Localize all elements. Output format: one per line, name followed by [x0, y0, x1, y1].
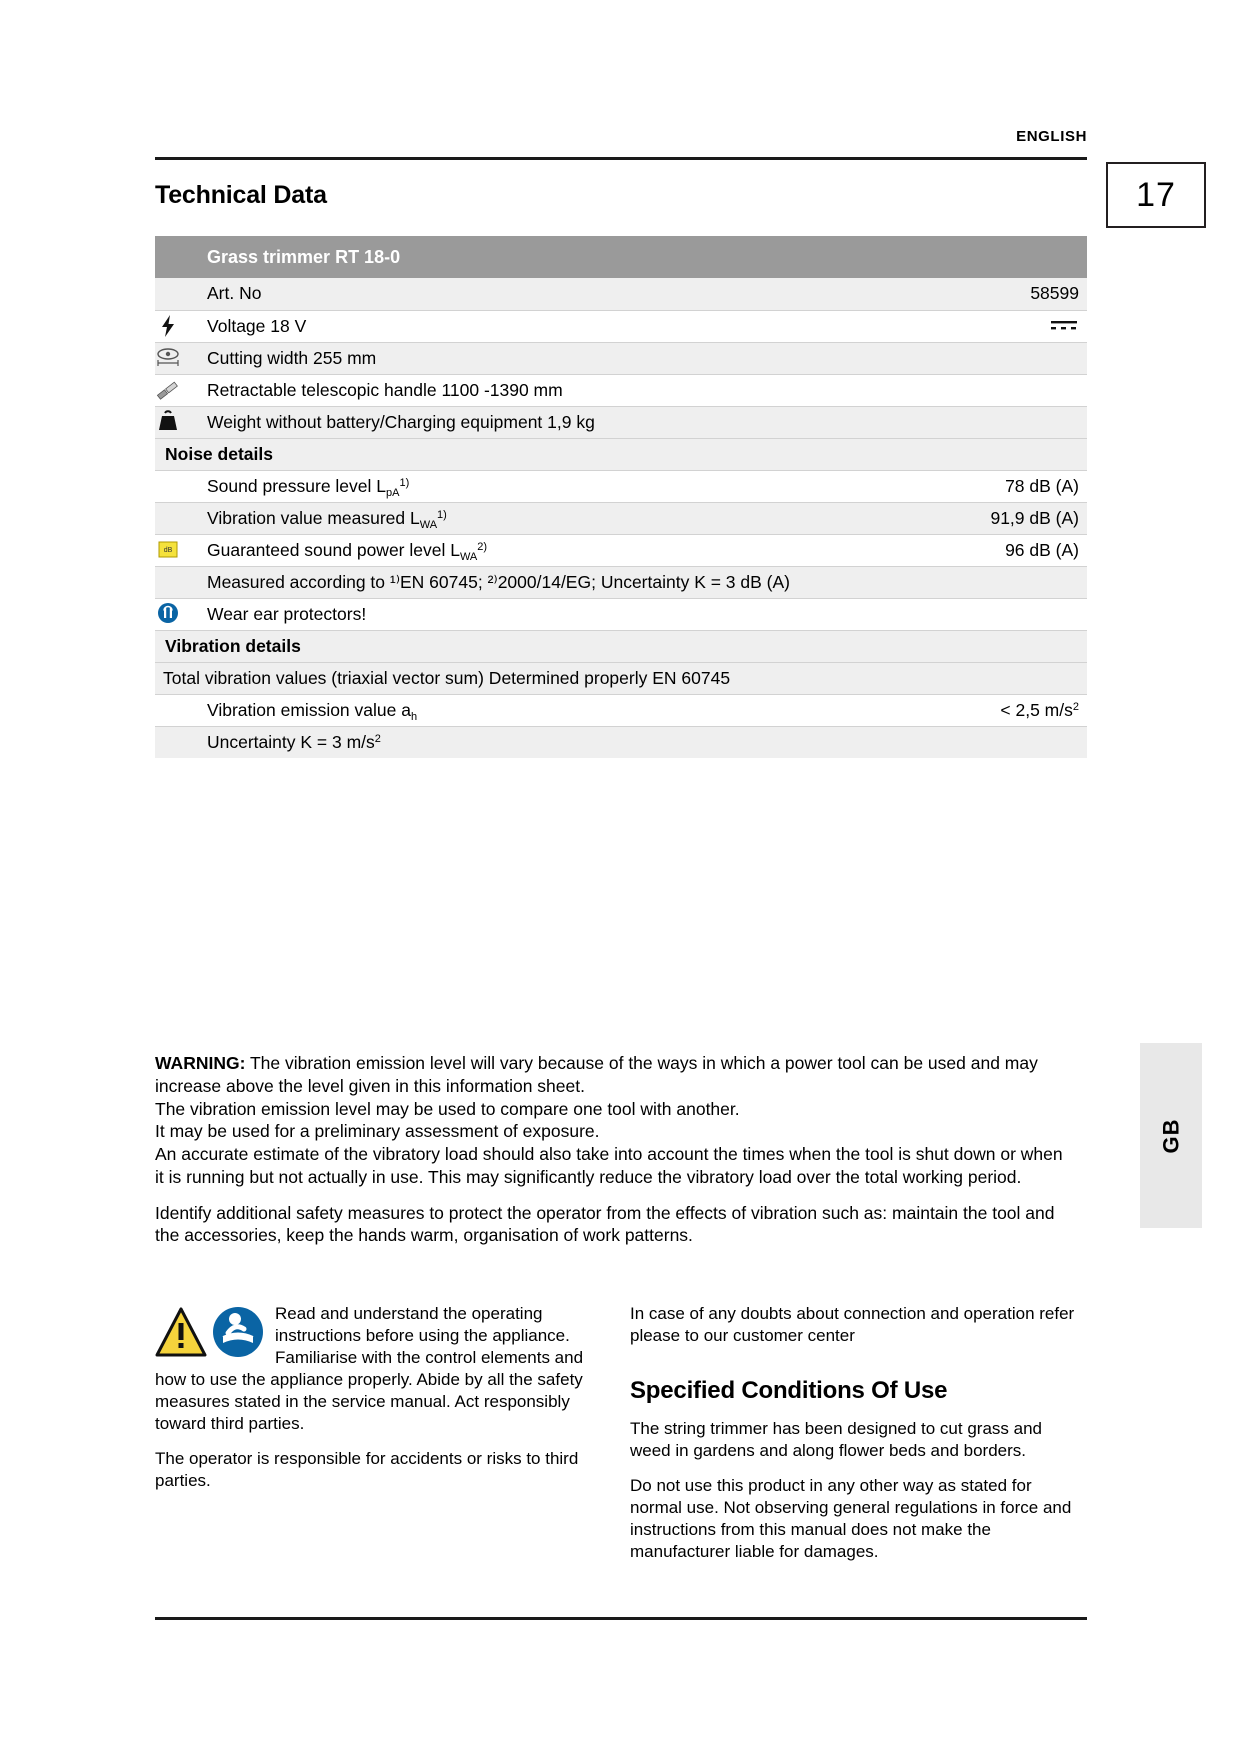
footer-rule — [155, 1617, 1087, 1620]
row-label — [207, 694, 869, 726]
row-icon-cell — [155, 374, 207, 406]
table-row — [155, 470, 1087, 502]
warning-paragraph-4: An accurate estimate of the vibratory load should also take into account the times when the tool is shut down or when it is running but not actually in use. This may significantly reduce the vibratory load over the total working period. — [155, 1144, 1063, 1187]
dc-voltage-icon — [1049, 318, 1079, 336]
ear-protection-icon — [155, 601, 181, 627]
table-header-icon-cell — [155, 236, 207, 278]
specified-conditions-title: Specified Conditions Of Use — [630, 1377, 948, 1405]
row-label-sup: 1) — [399, 476, 410, 489]
row-label: Weight without battery/Charging equipment 1,9 kg — [207, 406, 869, 438]
row-value: 96 dB (A) — [869, 534, 1087, 566]
technical-data-table — [155, 236, 1087, 758]
row-label-text: Guaranteed sound power level L — [207, 539, 460, 560]
row-value — [869, 374, 1087, 406]
table-row — [155, 534, 1087, 566]
row-icon-cell — [155, 598, 207, 630]
row-icon-cell — [155, 470, 207, 502]
row-label-text: Vibration value measured L — [207, 507, 420, 528]
row-icon-cell — [155, 342, 207, 374]
row-label-sub: WA — [419, 518, 438, 531]
ear-protection-text: Wear ear protectors! — [207, 598, 1087, 630]
warning-label: WARNING: — [155, 1053, 246, 1073]
table-row — [155, 694, 1087, 726]
row-label — [207, 726, 1087, 758]
weight-icon — [155, 409, 181, 435]
row-label-sup: 1) — [437, 508, 447, 521]
left-paragraph-2: The operator is responsible for accidents or risks to third parties. — [155, 1448, 579, 1490]
row-label-sub: WA — [459, 550, 478, 563]
vibration-note-row — [155, 662, 1087, 694]
row-value-text: < 2,5 m/s — [1000, 699, 1073, 720]
warning-text-1: The vibration emission level will vary because of the ways in which a power tool can be used and may increase above the level given in this information sheet. — [155, 1053, 1038, 1096]
language-header: ENGLISH — [1016, 128, 1087, 145]
bolt-icon — [155, 313, 181, 339]
row-value-sup: 2 — [1072, 700, 1079, 713]
measured-note: Measured according to ¹⁾EN 60745; ²⁾2000/14/EG; Uncertainty K = 3 dB (A) — [207, 566, 1087, 598]
table-row — [155, 502, 1087, 534]
row-label: Art. No — [207, 278, 869, 310]
cutting-width-icon — [155, 345, 181, 371]
left-paragraph-1: Read and understand the operating instructions before using the appliance. Familiarise with the control elements and how to use the appliance properly. Abide by all the safety measures stated in the service manual. Act responsibly toward third parties. — [155, 1304, 584, 1434]
row-value: 78 dB (A) — [869, 470, 1087, 502]
language-tab — [1140, 1043, 1202, 1228]
warning-paragraph-5: Identify additional safety measures to protect the operator from the effects of vibration such as: maintain the tool and the accessories, keep the hands warm, organisation of work patterns. — [155, 1202, 1055, 1246]
right-paragraph-1: In case of any doubts about connection and operation refer please to our customer center — [630, 1304, 1075, 1346]
ear-protection-row — [155, 598, 1087, 630]
language-tab-label: GB — [1158, 1118, 1183, 1153]
right-column — [630, 1303, 1085, 1575]
row-label-text: Uncertainty K = 3 m/s — [207, 731, 375, 752]
row-icon-cell — [155, 534, 207, 566]
row-label-sup: 2) — [477, 540, 488, 553]
row-label-text: Vibration emission value a — [207, 699, 411, 720]
warning-paragraph-1 — [155, 1052, 1065, 1098]
row-icon-cell — [155, 694, 207, 726]
table-header-row — [155, 236, 1087, 278]
page-number-box — [1106, 162, 1206, 228]
read-manual-icon — [213, 1307, 263, 1357]
row-label — [207, 470, 869, 502]
measured-note-row — [155, 566, 1087, 598]
row-icon-cell — [155, 406, 207, 438]
table-row — [155, 310, 1087, 342]
row-value: 91,9 dB (A) — [869, 502, 1087, 534]
warning-block — [155, 1052, 1065, 1247]
svg-text:dB: dB — [163, 547, 173, 554]
right-paragraph-2: The string trimmer has been designed to cut grass and weed in gardens and along flower beds and borders. — [630, 1419, 1042, 1461]
table-header-value — [869, 236, 1087, 278]
warning-triangle-icon — [157, 1309, 205, 1355]
noise-details-heading-row — [155, 438, 1087, 470]
safety-icons-svg — [155, 1303, 265, 1365]
row-value — [869, 342, 1087, 374]
table-row — [155, 726, 1087, 758]
vibration-details-heading: Vibration details — [155, 630, 1087, 662]
row-icon-cell — [155, 502, 207, 534]
row-label — [207, 534, 869, 566]
row-label — [207, 502, 869, 534]
row-icon-cell — [155, 310, 207, 342]
warning-paragraph-2: The vibration emission level may be used to compare one tool with another. — [155, 1098, 740, 1119]
row-value — [869, 406, 1087, 438]
page-number: 17 — [1136, 175, 1176, 214]
vibration-note: Total vibration values (triaxial vector sum) Determined properly EN 60745 — [155, 662, 1087, 694]
table-header-label: Grass trimmer RT 18-0 — [207, 236, 869, 278]
row-icon-cell — [155, 726, 207, 758]
row-value-dc — [869, 310, 1087, 342]
row-icon-cell — [155, 566, 207, 598]
row-icon-cell — [155, 278, 207, 310]
warning-paragraph-3: It may be used for a preliminary assessment of exposure. — [155, 1121, 600, 1142]
row-label-sup: 2 — [374, 732, 381, 745]
table-row — [155, 278, 1087, 310]
table-row — [155, 374, 1087, 406]
row-label-sub: pA — [386, 486, 400, 499]
right-paragraph-3: Do not use this product in any other way as stated for normal use. Not observing general regulations in force and instructions from this manual does not make the manufacturer liable for damages. — [630, 1475, 1072, 1561]
vibration-details-heading-row — [155, 630, 1087, 662]
row-value — [869, 694, 1087, 726]
header-rule — [155, 157, 1087, 160]
page-title: Technical Data — [155, 181, 327, 209]
safety-icons-group — [155, 1303, 265, 1365]
table-row — [155, 406, 1087, 438]
noise-details-heading: Noise details — [155, 438, 1087, 470]
sound-power-label-icon — [155, 537, 181, 563]
table-row — [155, 342, 1087, 374]
row-label: Voltage 18 V — [207, 310, 869, 342]
row-value: 58599 — [869, 278, 1087, 310]
row-label-sub: h — [410, 710, 418, 723]
row-label: Cutting width 255 mm — [207, 342, 869, 374]
row-label: Retractable telescopic handle 1100 -1390 mm — [207, 374, 869, 406]
telescopic-handle-icon — [155, 377, 181, 403]
row-label-text: Sound pressure level L — [207, 475, 386, 496]
left-column — [155, 1303, 585, 1504]
